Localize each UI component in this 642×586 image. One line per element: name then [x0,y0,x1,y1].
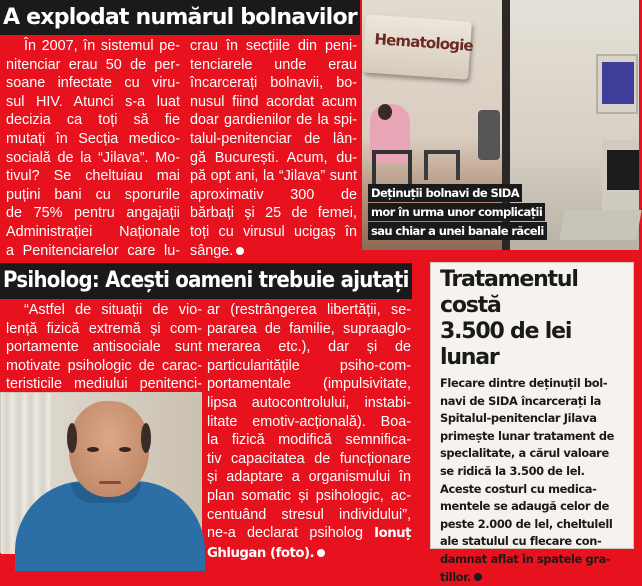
photo-caption-line: Deținuții bolnavi de SIDA [368,184,522,202]
photo-caption-line: sau chiar a unei banale răceli [368,222,547,240]
box-title-line: 3.500 de lei lunar [440,319,572,370]
box-body-line: damnat aflat în spatele gra- [440,551,611,566]
photo-eye [119,447,131,452]
photo-eye [87,447,99,452]
attribution-name: Ionuț [374,526,411,542]
attribution-name: Ghlugan (foto). [207,545,315,561]
text-line: plan somatic și psihologic, ac- [207,487,411,504]
end-bullet-icon [474,573,482,581]
text-line: doar gardienilor de la spi- [190,112,357,129]
text-line: aproximativ 300 de [190,186,357,203]
text-line: centuând stresul individului”, [207,506,411,523]
text-line: Administrației Naționale [6,223,180,240]
photo-hair [141,423,151,453]
end-bullet-icon [317,549,325,557]
text-line: talul-penitenciar de lân- [190,130,357,147]
attribution-prefix: ne-a declarat psiholog [207,525,363,542]
text-line: particularitățile psiho-com- [207,357,411,374]
text-line: sânge. [190,242,234,259]
box-body-line: se ridică la 3.500 de lel. [440,463,585,478]
text-line: gă București. Acum, du- [190,149,357,166]
photo-person-head [378,104,392,120]
box-body-line: Spitalul-penitenclar Jilava [440,411,597,426]
text-line: “Astfel de situații de vio- [24,302,202,318]
photo-chair [478,110,500,160]
text-line: lipsa autocontrolului, instabi- [207,394,411,411]
text-line: mutați în Secția medico- [6,130,180,147]
box-body-line: Aceste costurl cu medica- [440,481,597,496]
text-line: și adaptare a organismului în [207,469,411,486]
photo-monitor [596,54,638,114]
text-line: a Penitenciarelor care lu- [6,242,180,259]
text-line: soane infectate cu viru- [6,75,180,92]
text-line: încarcerați bolnavii, bo- [190,75,357,92]
box-body-line: ale statulul cu flecare con- [440,534,602,549]
article-1-column-1 [6,37,180,260]
photo-hair [67,423,77,453]
text-line: nitenciar erau 50 de per- [6,56,180,73]
text-line: puțini bani cu sporurile [6,186,180,203]
box-body-line-end [440,569,626,586]
article-2-column-2 [207,301,411,563]
box-body-line: peste 2.000 de lel, cheltulell [440,516,613,531]
text-line: nusul fiind acordat acum [190,93,357,110]
text-line: teristicile mediului penitenci- [6,376,202,393]
box-body-line: speclalitate, a cărul valoare [440,446,609,461]
article-1-column-2 [190,37,357,260]
end-bullet-icon [236,247,244,255]
text-line: motivate psihologic de carac- [6,357,202,374]
text-line: tenciarele unde erau [190,56,357,73]
psychologist-photo [0,392,202,553]
text-line: pararea de familie, supraaglo- [207,320,411,337]
text-line: portamentale (impulsivitate, [207,376,411,393]
box-title-line: Tratamentul costă [440,267,578,318]
box-body-line: Flecare dintre deținuțil bol- [440,376,608,390]
attribution-line [207,524,411,544]
treatment-cost-box [430,262,634,584]
headline-article-1: A explodat numărul bolnavilor [0,0,360,35]
photo-chair [372,150,412,185]
box-title [440,267,626,371]
box-body-line: navi de SIDA încarcerați la [440,393,601,408]
box-body-line: primește lunar tratament de [440,428,615,443]
text-line: merarea etc.), dar și de [207,339,411,356]
text-line: litate emotiv-acțională). Boa- [207,413,411,430]
photo-caption-line: mor în urma unor complicații [368,203,545,221]
hospital-photo [362,0,639,250]
text-line: tiv capacitatea de funcționare [207,450,411,467]
article-2-column-1 [6,301,202,394]
text-line: la fizică modifică semnifica- [207,432,411,449]
text-line: În 2007, în sistemul pe- [24,38,180,54]
text-line: decizia ca toți să fie [6,112,180,129]
text-line-end [190,242,357,261]
hematology-sign [362,14,472,79]
text-line: portamente antisociale sunt [6,339,202,356]
headline-article-2: Psiholog: Acești oameni trebuie ajutați [0,263,412,299]
attribution-line-end [207,544,411,564]
photo-keyboard [559,210,641,240]
text-line: socială de la “Jilava”. Mo- [6,149,180,166]
text-line: sul HIV. Atunci s-a luat [6,93,180,110]
photo-monitor [602,140,639,210]
box-body-line: tillor. [440,569,471,584]
box-body-line: mentele se adaugă celor de [440,499,609,514]
sign-text: Hematologie [373,30,474,55]
text-line: de 75% pentru angajații [6,205,180,222]
photo-chair [424,150,460,180]
text-line: crau în secțiile din peni- [190,38,357,54]
text-line: pă opt ani, la “Jilava” sunt [190,168,357,185]
text-line: toți cu virusul ucigaș în [190,223,357,240]
text-line: tivul? Se cheltuiau mai [6,168,180,185]
photo-mouth [99,481,121,484]
text-line: bărbați și 25 de femei, [190,205,357,222]
box-body [440,375,626,586]
text-line: lență fizică extremă și com- [6,320,202,337]
text-line: ar (restrângerea libertății, se- [207,302,411,318]
